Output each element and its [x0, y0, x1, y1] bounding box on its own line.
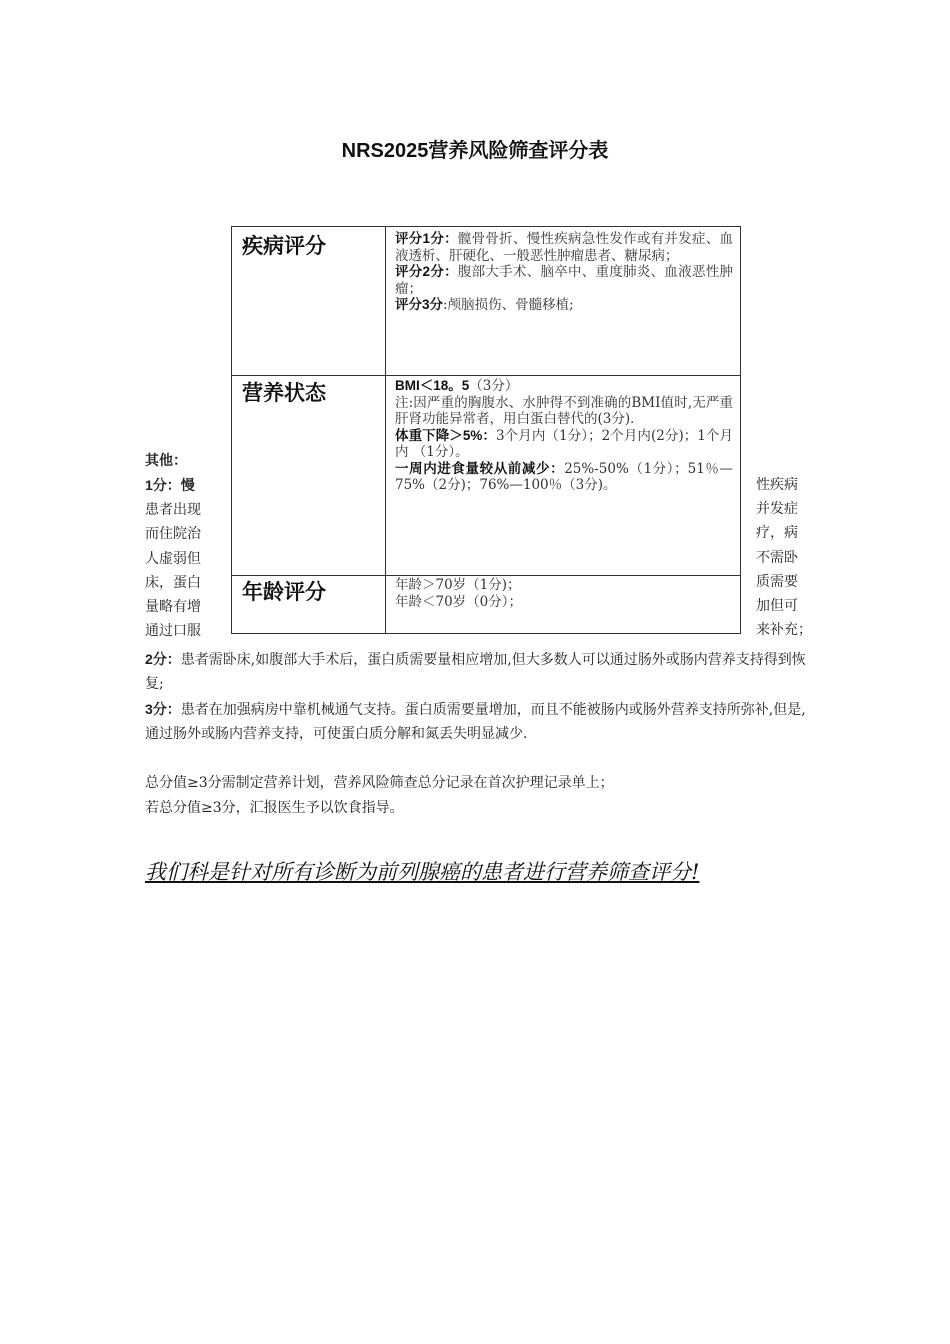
table-row-divider	[232, 375, 740, 376]
line-text: 注:因严重的胸腹水、水肿得不到准确的BMI值时,无严重肝肾功能异常者，用白蛋白替代的(3分)．	[395, 394, 733, 427]
left-fragment-0: 1分：慢	[145, 477, 195, 493]
other-left-column	[145, 473, 225, 643]
right-fragment-0: 性疾病	[756, 477, 798, 493]
row-content-nutrition	[395, 378, 733, 494]
line-bold: 评分3分	[395, 297, 444, 312]
table-line	[395, 428, 733, 461]
right-fragment-6: 来补充；	[756, 622, 812, 639]
row-label-age: 年龄评分	[242, 580, 326, 604]
line-bold: 评分1分：	[395, 231, 458, 246]
right-fragment-5: 加但可	[756, 598, 798, 615]
line-bold: 体重下降＞5%：	[395, 427, 496, 443]
score3-label: 3分：	[145, 701, 181, 717]
table-line	[395, 577, 733, 594]
line-bold: 一周内进食量较从前减少：	[395, 460, 565, 476]
left-fragment-2: 而住院治	[145, 526, 201, 543]
left-fragment-6: 通过口服	[145, 623, 201, 640]
row-label-disease: 疾病评分	[242, 234, 326, 258]
line-text: 年龄＜70岁（0分）；	[395, 593, 523, 610]
right-fragment-4: 质需要	[756, 573, 798, 590]
table-line	[395, 378, 733, 395]
table-line	[395, 264, 733, 297]
right-fragment-2: 疗，病	[756, 525, 798, 542]
left-fragment-1: 患者出现	[145, 502, 201, 519]
department-statement: 我们科是针对所有诊断为前列腺癌的患者进行营养筛查评分!	[145, 860, 700, 884]
left-fragment-3: 人虚弱但	[145, 550, 201, 567]
score2-text: 患者需卧床,如腹部大手术后，蛋白质需要量相应增加,但大多数人可以通过肠外或肠内营养支持得到恢复;	[145, 652, 806, 692]
line-text: 3个月内（1分）；2个月内(2分)；1个月内 （1分）。	[395, 427, 734, 460]
row-content-disease	[395, 231, 733, 314]
right-fragment-1: 并发症	[756, 501, 798, 518]
right-fragment-3: 不需卧	[756, 549, 798, 566]
line-text: 年龄＞70岁（1分)；	[395, 577, 521, 593]
score2-label: 2分：	[145, 651, 181, 667]
left-fragment-4: 床，蛋白	[145, 574, 201, 591]
line-text: :颅脑损伤、骨髓移植;	[443, 297, 574, 313]
score3-text: 患者在加强病房中靠机械通气支持。蛋白质需要量增加，而且不能被肠内或肠外营养支持所弥补,但是,通过肠外或肠内营养支持，可使蛋白质分解和氮丢失明显减少.	[145, 702, 806, 742]
table-line	[395, 231, 733, 264]
table-line	[395, 461, 733, 494]
row-content-age	[395, 577, 733, 610]
line-bold: BMI＜18。5	[395, 378, 470, 393]
note-report: 若总分值≥3分，汇报医生予以饮食指导。	[145, 800, 404, 816]
line-text: 髋骨骨折、慢性疾病急性发作或有并发症、血液透析、肝硬化、一般恶性肿瘤患者、糖尿病；	[395, 231, 733, 264]
table-line	[395, 395, 733, 428]
table-line	[395, 297, 733, 314]
line-text: 腹部大手术、脑卒中、重度肺炎、血液恶性肿瘤；	[395, 264, 733, 297]
left-fragment-5: 量略有增	[145, 599, 201, 616]
line-text: 25%-50%（1分）；51％—75%（2分)；76%—100％（3分)。	[395, 460, 734, 493]
table-column-divider	[385, 227, 386, 633]
line-bold: 评分2分：	[395, 264, 458, 279]
score2-paragraph	[145, 647, 810, 696]
score3-paragraph	[145, 697, 810, 746]
table-line	[395, 594, 733, 611]
row-label-nutrition: 营养状态	[242, 381, 326, 405]
left-fragment	[145, 473, 225, 498]
other-heading: 其他：	[145, 452, 187, 468]
note-plan: 总分值≥3分需制定营养计划，营养风险筛查总分记录在首次护理记录单上；	[145, 775, 614, 791]
line-text: （3分）	[469, 378, 519, 394]
other-right-column	[756, 473, 816, 642]
score-table	[231, 226, 741, 634]
document-title: NRS2025营养风险筛查评分表	[341, 140, 609, 162]
